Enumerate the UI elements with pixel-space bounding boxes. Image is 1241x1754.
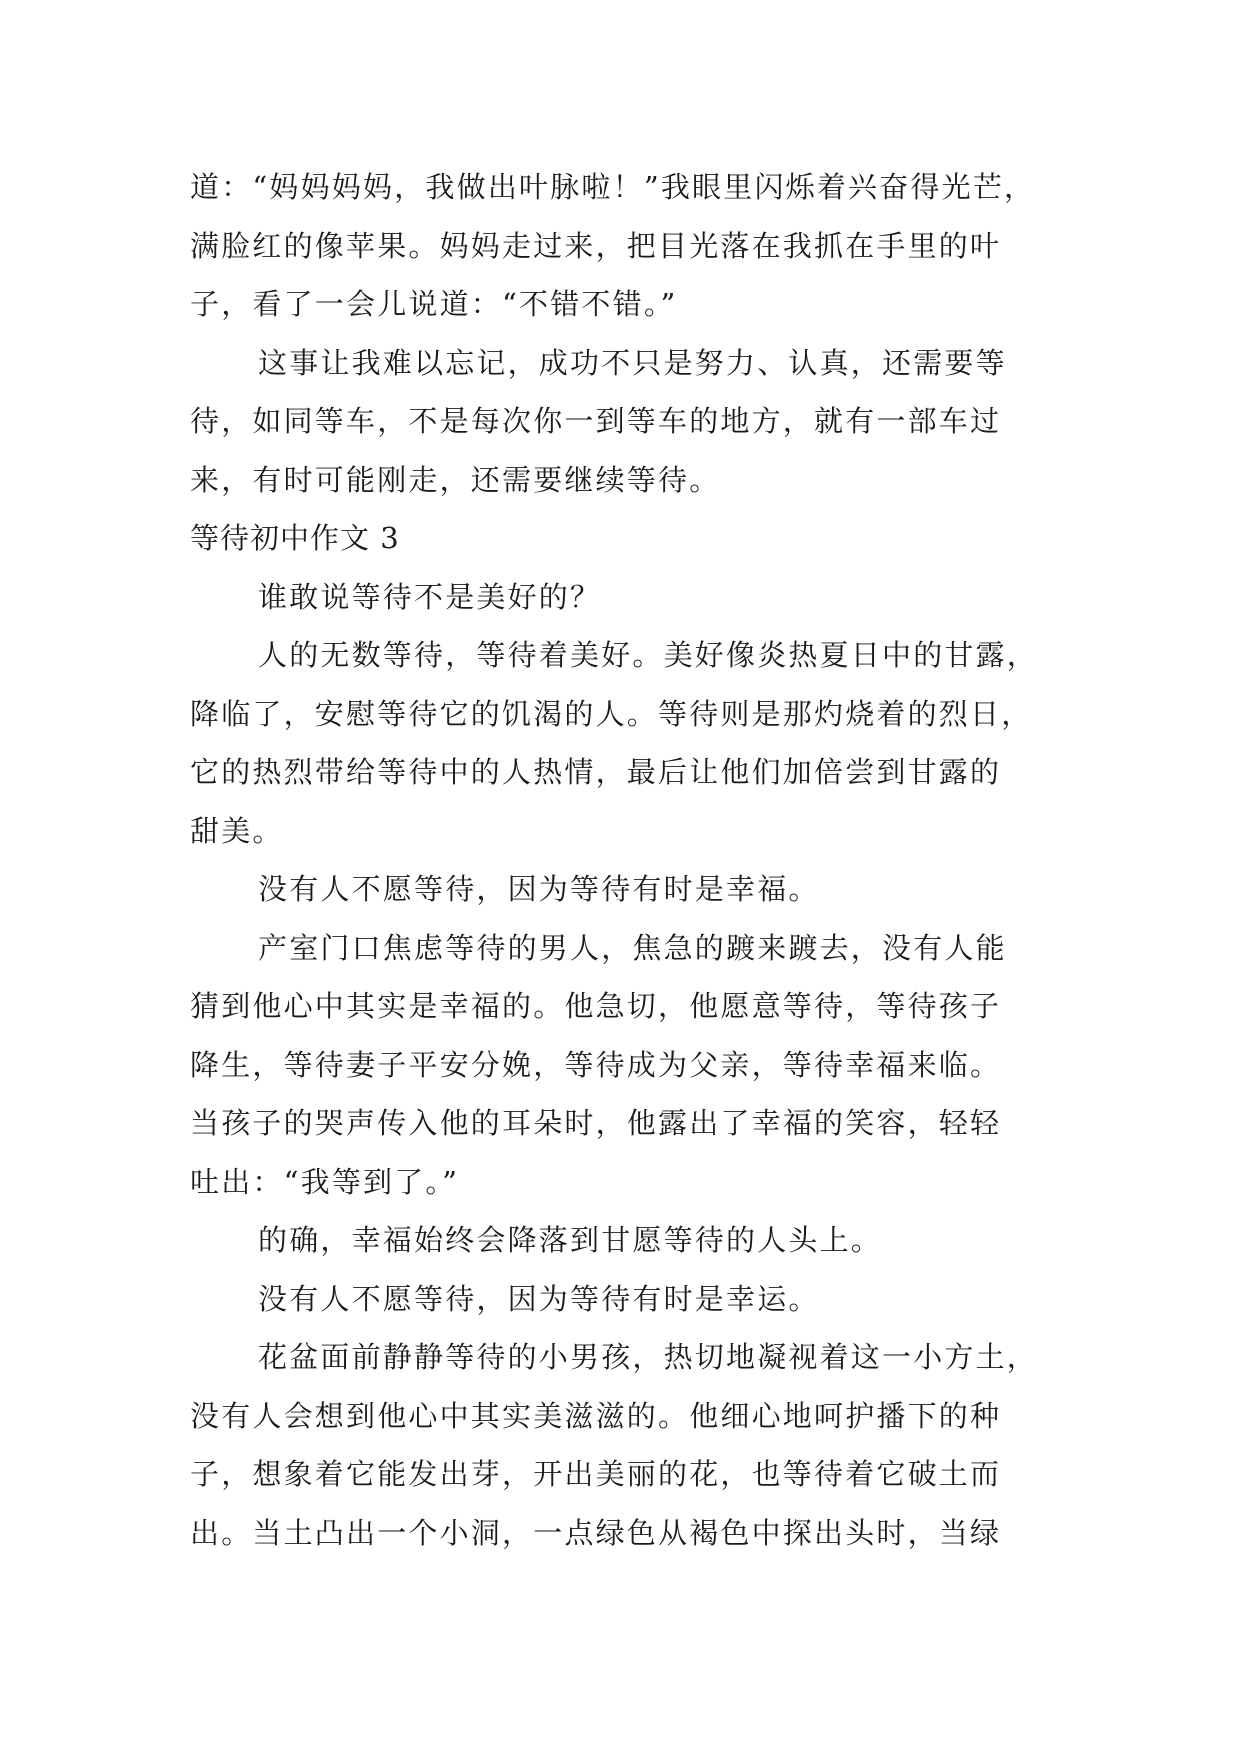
paragraph-start: 没有人不愿等待，因为等待有时是幸运。 [258, 1281, 820, 1316]
text-line: 吐出：“我等到了。” [190, 1164, 460, 1199]
document-body [190, 158, 1060, 1562]
text-line: 降临了，安慰等待它的饥渴的人。等待则是那灼烧着的烈日， [190, 696, 1033, 731]
text-line: 满脸红的像苹果。妈妈走过来，把目光落在我抓在手里的叶 [190, 228, 1002, 263]
paragraph-start: 产室门口焦虑等待的男人，焦急的踱来踱去，没有人能 [258, 930, 1007, 965]
text-line: 甜美。 [190, 813, 284, 848]
text-line: 猜到他心中其实是幸福的。他急切，他愿意等待，等待孩子 [190, 989, 1002, 1023]
paragraph-start: 这事让我难以忘记，成功不只是努力、认真，还需要等 [258, 345, 1007, 380]
text-line: 道：“妈妈妈妈，我做出叶脉啦！”我眼里闪烁着兴奋得光芒， [190, 170, 1036, 204]
section-title: 等待初中作文 3 [190, 521, 400, 555]
text-line: 来，有时可能刚走，还需要继续等待。 [190, 462, 721, 497]
text-line: 待，如同等车，不是每次你一到等车的地方，就有一部车过 [190, 404, 1002, 438]
paragraph-start: 花盆面前静静等待的小男孩，热切地凝视着这一小方土， [258, 1340, 1039, 1374]
text-line: 没有人会想到他心中其实美滋滋的。他细心地呵护播下的种 [190, 1398, 1002, 1433]
text-line: 子，看了一会儿说道：“不错不错。” [190, 287, 678, 321]
text-line: 子，想象着它能发出芽，开出美丽的花，也等待着它破土而 [190, 1457, 1002, 1491]
text-line: 它的热烈带给等待中的人热情，最后让他们加倍尝到甘露的 [190, 755, 1002, 789]
text-line: 当孩子的哭声传入他的耳朵时，他露出了幸福的笑容，轻轻 [190, 1106, 1002, 1140]
text-line: 降生，等待妻子平安分娩，等待成为父亲，等待幸福来临。 [190, 1047, 1002, 1082]
text-line: 出。当土凸出一个小洞，一点绿色从褐色中探出头时，当绿 [190, 1515, 1002, 1550]
paragraph-start: 的确，幸福始终会降落到甘愿等待的人头上。 [258, 1223, 883, 1257]
paragraph-start: 没有人不愿等待，因为等待有时是幸福。 [258, 872, 820, 906]
paragraph-start: 谁敢说等待不是美好的？ [258, 579, 602, 614]
paragraph-start: 人的无数等待，等待着美好。美好像炎热夏日中的甘露， [258, 638, 1039, 672]
